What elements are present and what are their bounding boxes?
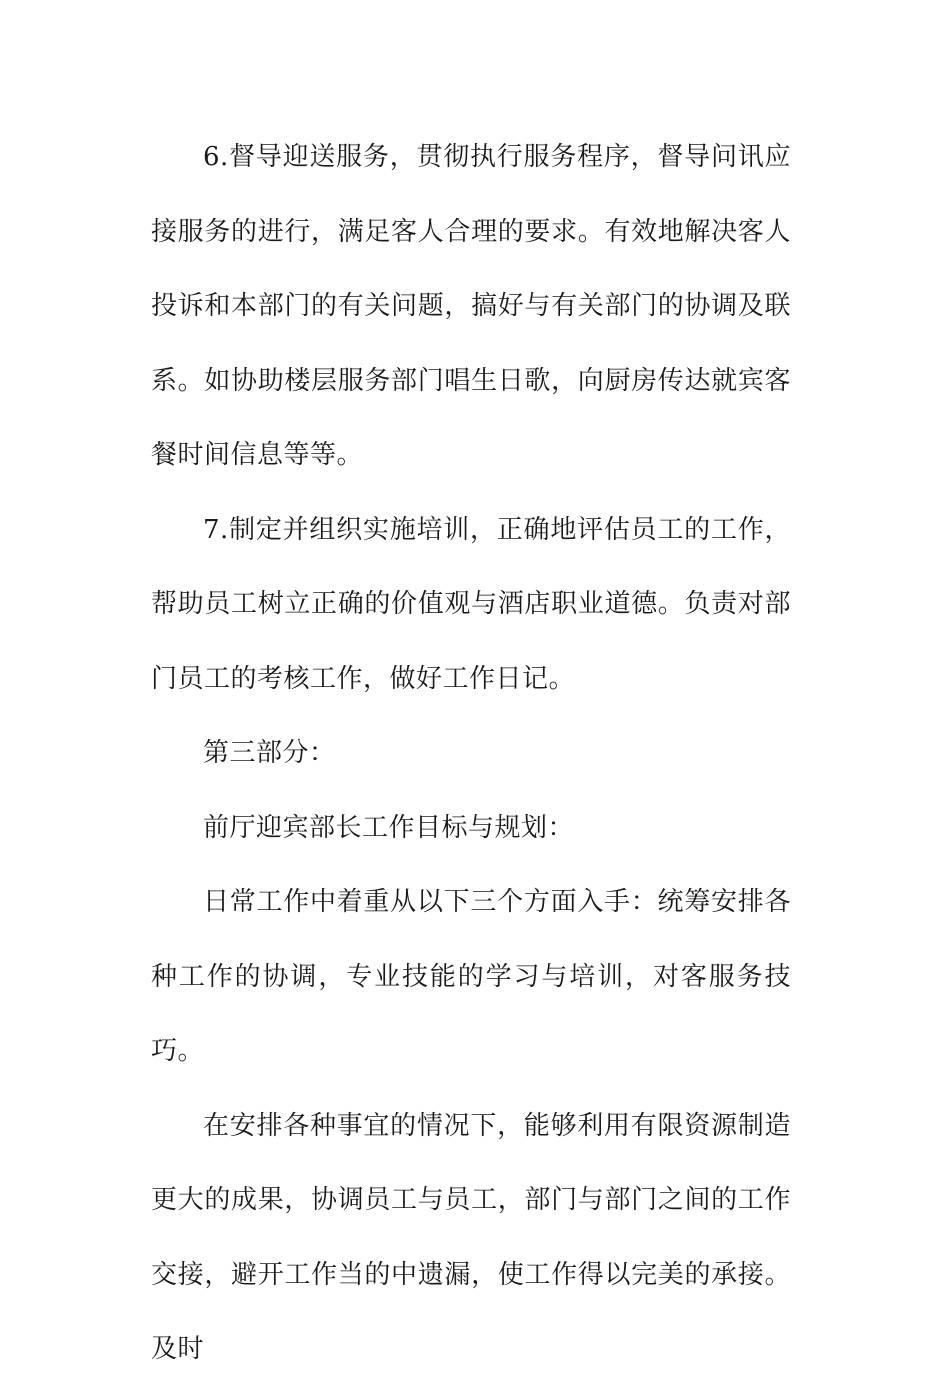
paragraph-duty-6: 6.督导迎送服务，贯彻执行服务程序，督导问讯应接服务的进行，满足客人合理的要求。有效地解决客人投诉和本部门的有关问题，搞好与有关部门的协调及联系。如协助楼层服务部门唱生日歌，向厨房传达就宾客餐时间信息等等。 (151, 142, 791, 470)
section-subheading-goals: 前厅迎宾部长工作目标与规划： (203, 812, 575, 843)
paragraph-daily-work: 日常工作中着重从以下三个方面入手：统筹安排各种工作的协调，专业技能的学习与培训，对客服务技巧。 (151, 887, 791, 1066)
paragraph-arrangements: 在安排各种事宜的情况下，能够利用有限资源制造更大的成果，协调员工与员工，部门与部门之间的工作交接，避开工作当的中遗漏，使工作得以完美的承接。及时 (151, 1110, 791, 1364)
document-body (151, 120, 791, 1387)
section-heading-part-3: 第三部分： (203, 738, 336, 768)
paragraph-duty-7: 7.制定并组织实施培训，正确地评估员工的工作，帮助员工树立正确的价值观与酒店职业道德。负责对部门员工的考核工作，做好工作日记。 (151, 514, 791, 694)
